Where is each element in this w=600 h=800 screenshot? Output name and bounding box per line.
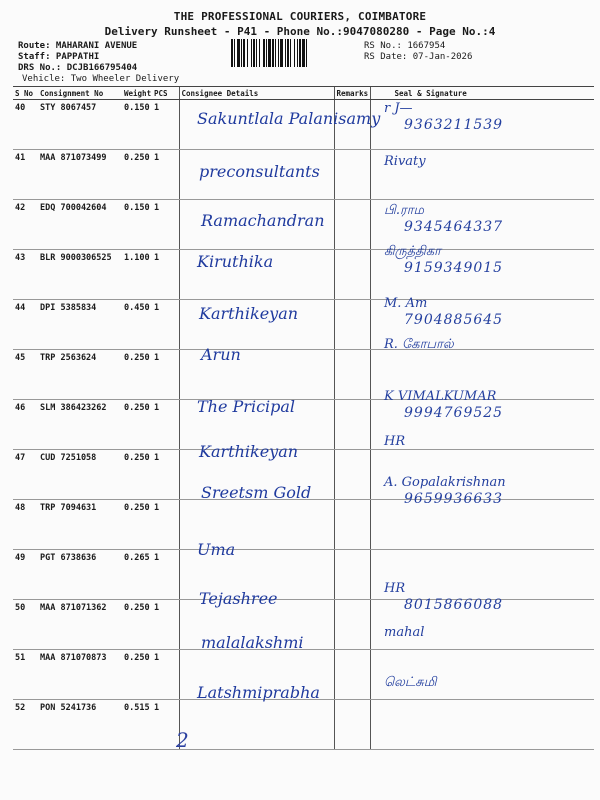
consignee-handwriting: Karthikeyan — [199, 304, 299, 323]
row-consignment-no: SLM 386423262 — [38, 400, 122, 450]
signature-phone: 9659936633 — [404, 491, 504, 507]
consignee-handwriting: Sakuntlala Palanisamy — [197, 109, 381, 128]
row-sno: 48 — [13, 500, 38, 550]
signature-mark: K VIMALKUMAR — [384, 389, 497, 404]
row-weight: 0.250 — [122, 150, 152, 200]
col-sno: S No — [13, 87, 38, 100]
row-pcs: 1 — [152, 450, 179, 500]
consignee-handwriting: Karthikeyan — [199, 442, 299, 461]
row-remarks-cell — [334, 350, 370, 400]
row-remarks-cell — [334, 250, 370, 300]
row-remarks-cell — [334, 450, 370, 500]
signature-mark: Rivaty — [384, 154, 426, 169]
staff-label: Staff: PAPPATHI — [18, 52, 100, 62]
route-label: Route: MAHARANI AVENUE — [18, 41, 138, 51]
signature-phone: 9994769525 — [404, 405, 504, 421]
row-consignment-no: PON 5241736 — [38, 700, 122, 750]
row-consignment-no: CUD 7251058 — [38, 450, 122, 500]
row-sno: 45 — [13, 350, 38, 400]
runsheet-subtitle: Delivery Runsheet - P41 - Phone No.:9047080280 - Page No.:4 — [104, 25, 496, 38]
col-seal: Seal & Signature — [370, 87, 594, 100]
row-pcs: 1 — [152, 500, 179, 550]
row-sno: 41 — [13, 150, 38, 200]
col-weight: Weight — [124, 88, 152, 98]
row-pcs: 1 — [152, 300, 179, 350]
signature-mark: r J— — [384, 101, 413, 116]
drs-number: DRS No.: DCJB166795404 — [18, 63, 138, 73]
row-weight: 0.450 — [122, 300, 152, 350]
signature-mark: லெட்சுமி — [384, 675, 437, 690]
table-row — [13, 300, 594, 350]
row-sno: 40 — [13, 100, 38, 150]
row-weight: 0.250 — [122, 450, 152, 500]
row-remarks-cell — [334, 200, 370, 250]
row-pcs: 1 — [152, 150, 179, 200]
consignee-handwriting: malalakshmi — [201, 633, 304, 652]
row-seal-cell — [370, 700, 594, 750]
signature-phone: 9345464337 — [404, 219, 504, 235]
row-consignment-no: DPI 5385834 — [38, 300, 122, 350]
row-sno: 44 — [13, 300, 38, 350]
signature-mark: பி.ராம — [384, 203, 424, 218]
row-weight: 0.150 — [122, 100, 152, 150]
table-row — [13, 550, 594, 600]
rs-date: RS Date: 07-Jan-2026 — [364, 52, 473, 62]
row-consignment-no: MAA 871071362 — [38, 600, 122, 650]
row-consignment-no: MAA 871070873 — [38, 650, 122, 700]
consignee-handwriting: preconsultants — [199, 162, 320, 181]
row-sno: 46 — [13, 400, 38, 450]
row-pcs: 1 — [152, 250, 179, 300]
table-row — [13, 500, 594, 550]
table-row — [13, 400, 594, 450]
row-weight: 0.250 — [122, 400, 152, 450]
consignee-handwriting: Ramachandran — [201, 211, 325, 230]
barcode-icon — [231, 39, 359, 67]
consignee-handwriting: Tejashree — [199, 589, 278, 608]
table-row — [13, 350, 594, 400]
row-sno: 49 — [13, 550, 38, 600]
row-pcs: 1 — [152, 400, 179, 450]
consignee-handwriting: Latshmiprabha — [197, 683, 320, 702]
row-weight: 0.250 — [122, 650, 152, 700]
row-weight: 0.265 — [122, 550, 152, 600]
signature-mark: R. கோபால் — [384, 337, 454, 352]
row-consignment-no: TRP 2563624 — [38, 350, 122, 400]
row-weight: 0.250 — [122, 600, 152, 650]
col-consignee: Consignee Details — [179, 87, 334, 100]
signature-mark: HR — [384, 581, 406, 596]
table-header-row — [13, 87, 594, 100]
row-consignment-no: BLR 9000306525 — [38, 250, 122, 300]
row-seal-cell — [370, 500, 594, 550]
row-consignment-no: TRP 7094631 — [38, 500, 122, 550]
row-pcs: 1 — [152, 600, 179, 650]
row-consignment-no: PGT 6738636 — [38, 550, 122, 600]
row-consignment-no: MAA 871073499 — [38, 150, 122, 200]
col-pcs: PCS — [152, 87, 179, 100]
signature-phone: 8015866088 — [404, 597, 504, 613]
table-row — [13, 700, 594, 750]
row-weight: 0.250 — [122, 500, 152, 550]
row-pcs: 1 — [152, 350, 179, 400]
signature-mark: A. Gopalakrishnan — [384, 475, 506, 490]
row-pcs: 1 — [152, 700, 179, 750]
signature-phone: 9159349015 — [404, 260, 504, 276]
consignee-handwriting: Sreetsm Gold — [201, 483, 312, 502]
row-sno: 51 — [13, 650, 38, 700]
row-sno: 42 — [13, 200, 38, 250]
row-consignment-no: EDQ 700042604 — [38, 200, 122, 250]
signature-mark: கிருத்திகா — [384, 244, 441, 259]
row-weight: 0.515 — [122, 700, 152, 750]
row-weight: 0.150 — [122, 200, 152, 250]
row-remarks-cell — [334, 300, 370, 350]
row-remarks-cell — [334, 400, 370, 450]
row-weight: 0.250 — [122, 350, 152, 400]
consignee-handwriting: Kiruthika — [197, 252, 274, 271]
row-weight: 1.100 — [122, 250, 152, 300]
consignee-handwriting: Uma — [197, 540, 236, 559]
row-consignment-no: STY 8067457 — [38, 100, 122, 150]
page-handwritten-number: 2 — [176, 728, 189, 752]
signature-mark: HR — [384, 434, 406, 449]
row-sno: 47 — [13, 450, 38, 500]
row-pcs: 1 — [152, 100, 179, 150]
row-consignee-cell — [179, 700, 334, 750]
signature-mark: mahal — [384, 625, 425, 640]
signature-phone: 9363211539 — [404, 117, 504, 133]
row-sno: 43 — [13, 250, 38, 300]
row-remarks-cell — [334, 700, 370, 750]
consignee-handwriting: The Pricipal — [197, 397, 296, 416]
col-consignment: Consignment No — [38, 87, 122, 100]
row-remarks-cell — [334, 650, 370, 700]
row-remarks-cell — [334, 500, 370, 550]
row-pcs: 1 — [152, 650, 179, 700]
row-remarks-cell — [334, 550, 370, 600]
signature-mark: M. Am — [384, 296, 428, 311]
row-pcs: 1 — [152, 200, 179, 250]
row-pcs: 1 — [152, 550, 179, 600]
row-remarks-cell — [334, 150, 370, 200]
company-name: THE PROFESSIONAL COURIERS, COIMBATORE — [173, 10, 427, 23]
table-row — [13, 250, 594, 300]
row-remarks-cell — [334, 600, 370, 650]
vehicle-label: Vehicle: Two Wheeler Delivery — [22, 74, 180, 84]
consignee-handwriting: Arun — [201, 345, 241, 364]
row-sno: 50 — [13, 600, 38, 650]
col-remarks: Remarks — [334, 87, 370, 100]
signature-phone: 7904885645 — [404, 312, 504, 328]
rs-number: RS No.: 1667954 — [364, 41, 446, 51]
row-sno: 52 — [13, 700, 38, 750]
